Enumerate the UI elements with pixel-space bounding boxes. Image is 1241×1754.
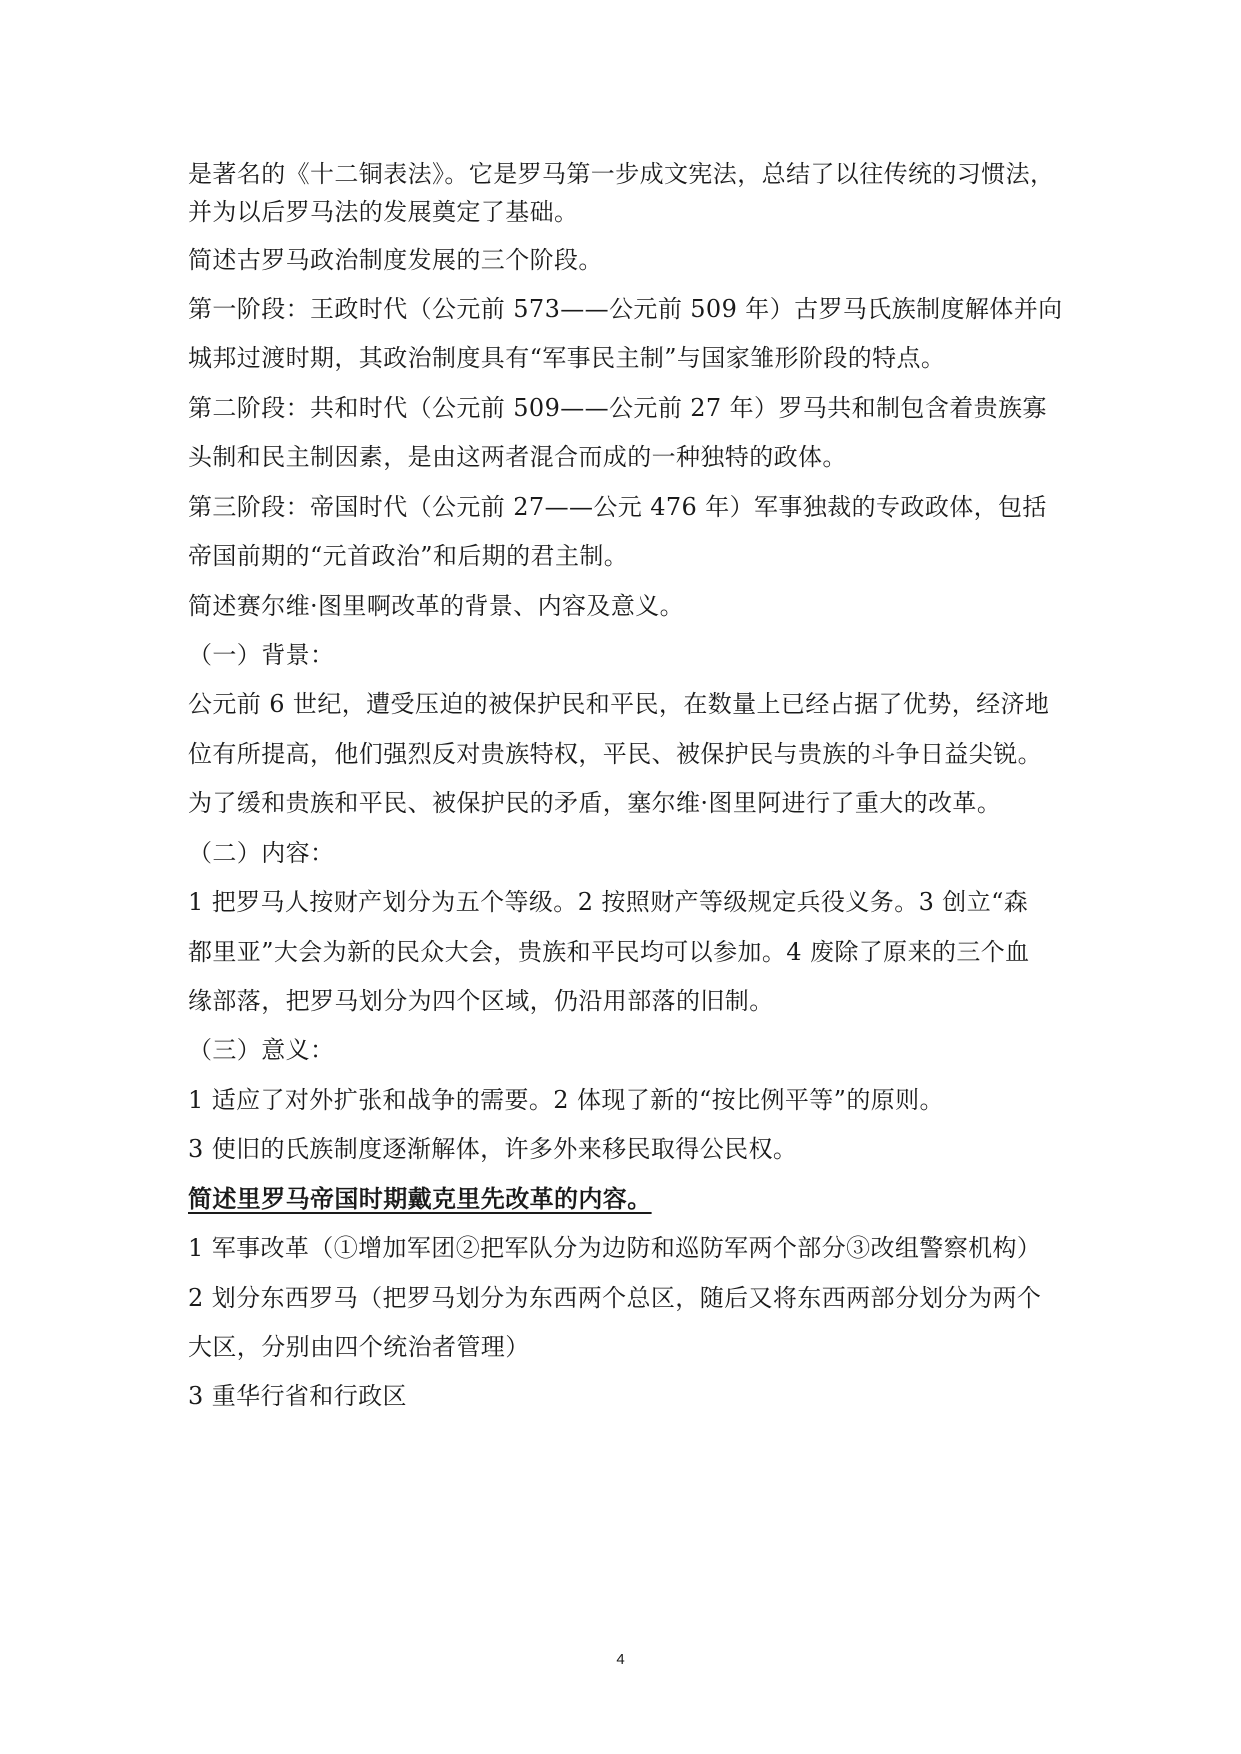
body-text-line: 1 把罗马人按财产划分为五个等级。2 按照财产等级规定兵役义务。3 创立“森 <box>188 888 1029 916</box>
body-text-line: 第二阶段：共和时代（公元前 509——公元前 27 年）罗马共和制包含着贵族寡 <box>188 394 1047 422</box>
body-text-line: 并为以后罗马法的发展奠定了基础。 <box>188 198 579 226</box>
body-text-line: 是著名的《十二铜表法》。它是罗马第一步成文宪法，总结了以往传统的习惯法， <box>188 160 1055 188</box>
question-text: 简述赛尔维·图里啊改革的背景、内容及意义。 <box>188 592 685 620</box>
body-text-line: 头制和民主制因素，是由这两者混合而成的一种独特的政体。 <box>188 443 847 471</box>
question-heading: 简述里罗马帝国时期戴克里先改革的内容。 <box>188 1184 652 1213</box>
body-text-line: 大区，分别由四个统治者管理） <box>188 1333 530 1361</box>
body-text-line: 1 军事改革（①增加军团②把军队分为边防和巡防军两个部分③改组警察机构） <box>188 1234 1042 1262</box>
body-text-line: 城邦过渡时期，其政治制度具有“军事民主制”与国家雏形阶段的特点。 <box>188 344 946 372</box>
body-text-line: 第一阶段：王政时代（公元前 573——公元前 509 年）古罗马氏族制度解体并向 <box>188 295 1063 323</box>
body-text-line: 缘部落，把罗马划分为四个区域，仍沿用部落的旧制。 <box>188 987 774 1015</box>
section-label: （一）背景： <box>188 641 335 669</box>
question-text: 简述古罗马政治制度发展的三个阶段。 <box>188 246 603 274</box>
body-text-line: 帝国前期的“元首政治”和后期的君主制。 <box>188 542 629 570</box>
section-label: （三）意义： <box>188 1036 335 1064</box>
section-label: （二）内容： <box>188 839 335 867</box>
body-text-line: 3 重华行省和行政区 <box>188 1382 407 1410</box>
body-text-line: 都里亚”大会为新的民众大会，贵族和平民均可以参加。4 废除了原来的三个血 <box>188 938 1030 966</box>
page-number: 4 <box>616 1651 625 1668</box>
body-text-line: 第三阶段：帝国时代（公元前 27——公元 476 年）军事独裁的专政政体，包括 <box>188 493 1047 521</box>
body-text-line: 3 使旧的氏族制度逐渐解体，许多外来移民取得公民权。 <box>188 1135 798 1163</box>
body-text-line: 公元前 6 世纪，遭受压迫的被保护民和平民，在数量上已经占据了优势，经济地 <box>188 690 1050 718</box>
body-text-line: 1 适应了对外扩张和战争的需要。2 体现了新的“按比例平等”的原则。 <box>188 1086 944 1114</box>
body-text-line: 位有所提高，他们强烈反对贵族特权，平民、被保护民与贵族的斗争日益尖锐。 <box>188 740 1042 768</box>
body-text-line: 2 划分东西罗马（把罗马划分为东西两个总区，随后又将东西两部分划分为两个 <box>188 1284 1042 1312</box>
body-text-line: 为了缓和贵族和平民、被保护民的矛盾，塞尔维·图里阿进行了重大的改革。 <box>188 789 1002 817</box>
